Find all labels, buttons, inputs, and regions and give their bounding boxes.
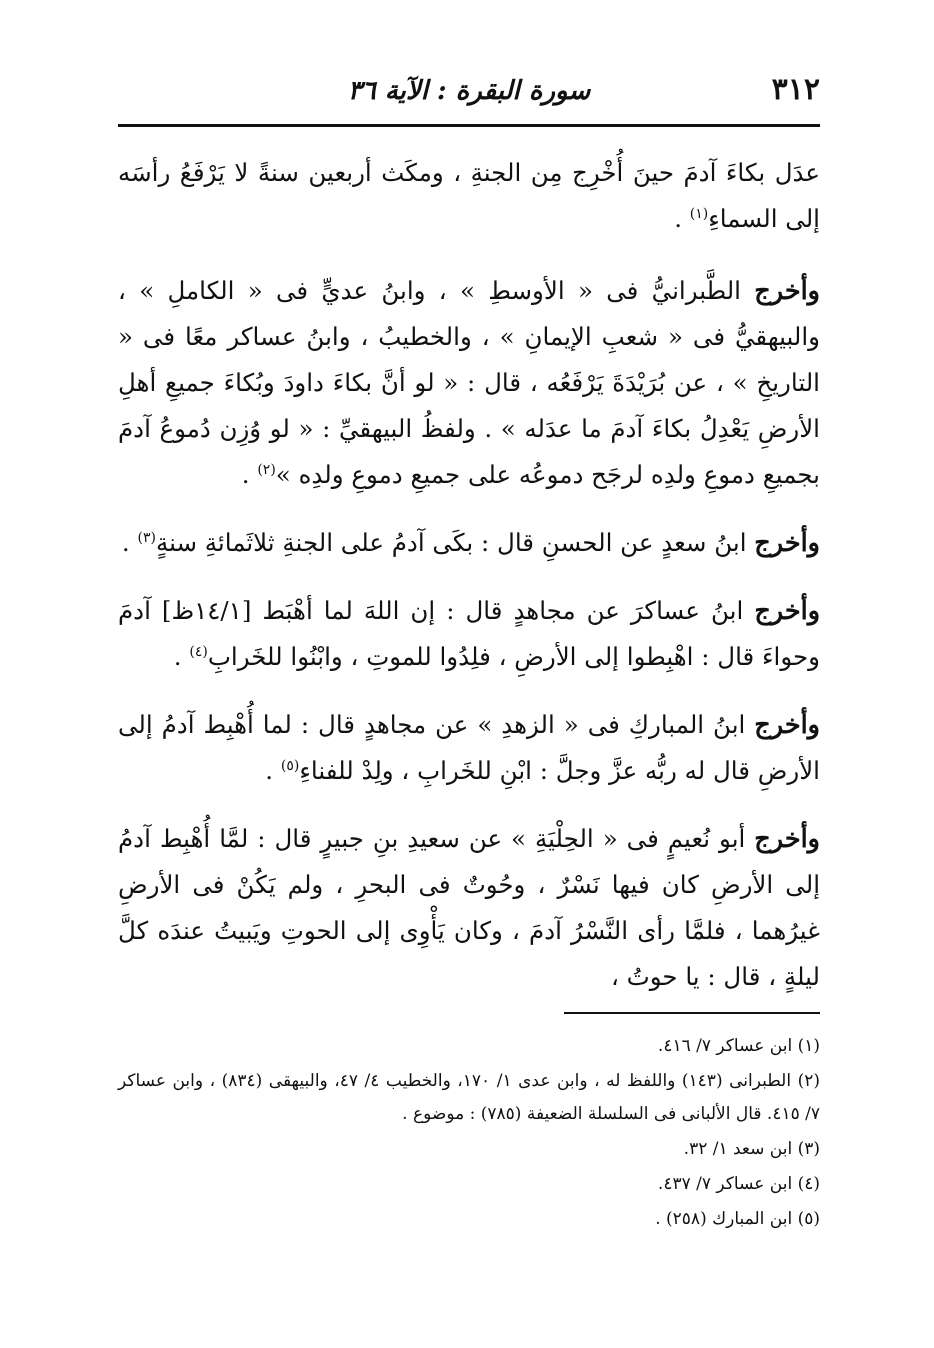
paragraph-lead: وأخرج	[754, 596, 821, 626]
footnote-separator	[564, 1012, 820, 1014]
paragraph-4	[118, 588, 820, 680]
page-number: ٣١٢	[771, 72, 820, 107]
paragraph-end: .	[121, 528, 138, 557]
paragraph-lead: وأخرج	[754, 276, 820, 306]
paragraph-text: الطَّبرانيُّ فى « الأوسطِ » ، وابنُ عديٍّ فى « الكاملِ » ، والبيهقيُّ فى « شعبِ الإيمانِ » ، والخطيبُ ، وابنُ عساكر معًا فى « التاريخِ » ، عن بُرَيْدَةَ يَرْفَعُه ، قال : « لو أنَّ بكاءَ داودَ وبُكاءَ جميعِ أهلِ الأرضِ يَعْدِلُ بكاءَ آدمَ ما عدَله » . ولفظُ البيهقيِّ : « لو وُزِن دُموعُ آدمَ بجميعِ دموعِ ولدِه لرجَح دموعُه على جميعِ دموعِ ولدِه »	[118, 276, 820, 489]
running-title: سورة البقرة : الآية ٣٦	[347, 76, 591, 106]
paragraph-end: .	[674, 204, 690, 233]
paragraph-lead: وأخرج	[754, 528, 820, 558]
footnote-2: (٢) الطبرانى (١٤٣) واللفظ له ، وابن عدى ١/ ١٧٠، والخطيب ٤/ ٤٧، والبيهقى (٨٣٤) ، وابن عساكر ٧/ ٤١٥. قال الألبانى فى السلسلة الضعيفة (٧٨٥) : موضوع .	[118, 1071, 821, 1124]
paragraph-6	[118, 816, 820, 1000]
paragraph-3	[118, 520, 820, 566]
footnote-ref: (٥)	[280, 757, 300, 774]
paragraph-end: .	[265, 756, 281, 785]
main-text	[118, 150, 820, 1022]
footnote-1: (١) ابن عساكر ٧/ ٤١٦.	[657, 1036, 820, 1056]
paragraph-lead: وأخرج	[754, 824, 820, 854]
paragraph-end: .	[241, 460, 258, 489]
footnote-3: (٣) ابن سعد ١/ ٣٢.	[683, 1139, 820, 1159]
footnote-4: (٤) ابن عساكر ٧/ ٤٣٧.	[657, 1174, 820, 1194]
paragraph-lead: وأخرج	[754, 710, 820, 740]
footnote-5: (٥) ابن المبارك (٢٥٨) .	[655, 1209, 820, 1229]
footnote-ref: (٢)	[257, 461, 276, 478]
paragraph-text: ابنُ سعدٍ عن الحسنِ قال : بكَى آدمُ على الجنةِ ثلاثَمائةِ سنةٍ	[155, 528, 755, 557]
paragraph-2	[118, 268, 820, 498]
footnote-ref: (٣)	[137, 529, 156, 546]
paragraph-1	[118, 150, 820, 242]
paragraph-text: أبو نُعيمٍ فى « الحِلْيَةِ » عن سعيدِ بنِ جبيرٍ قال : لمَّا أُهْبِط آدمُ إلى الأرضِ كان فيها نَسْرٌ ، وحُوتٌ فى البحرِ ، ولم يَكُنْ فى الأرضِ غيرُهما ، فلمَّا رأى النَّسْرُ آدمَ ، وكان يَأْوِى إلى الحوتِ ويَبيتُ عندَه كلَّ ليلةٍ ، قال : يا حوتُ ،	[118, 824, 820, 991]
paragraph-text: ابنُ المباركِ فى « الزهدِ » عن مجاهدٍ قال : لما أُهْبِط آدمُ إلى الأرضِ قال له ربُّه عزَّ وجلَّ : ابْنِ للخَرابِ ، ولِدْ للفناءِ	[118, 710, 820, 785]
header-rule	[118, 124, 820, 127]
paragraph-5	[118, 702, 820, 794]
page-header	[118, 70, 820, 120]
footnote-ref: (١)	[689, 205, 709, 222]
footnote-ref: (٤)	[189, 643, 208, 660]
paragraph-text: ابنُ عساكرَ عن مجاهدٍ قال : إن اللهَ لما أهْبَط [١٤/١ظ] آدمَ وحواءَ قال : اهْبِطوا إلى الأرضِ ، فلِدُوا للموتِ ، وابْنُوا للخَرابِ	[118, 596, 820, 671]
paragraph-end: .	[173, 642, 190, 671]
paragraph-text: عدَل بكاءَ آدمَ حينَ أُخْرِج مِن الجنةِ ، ومكَث أربعين سنةً لا يَرْفَعُ رأسَه إلى السماءِ	[118, 158, 820, 233]
footnotes	[118, 1030, 820, 1238]
